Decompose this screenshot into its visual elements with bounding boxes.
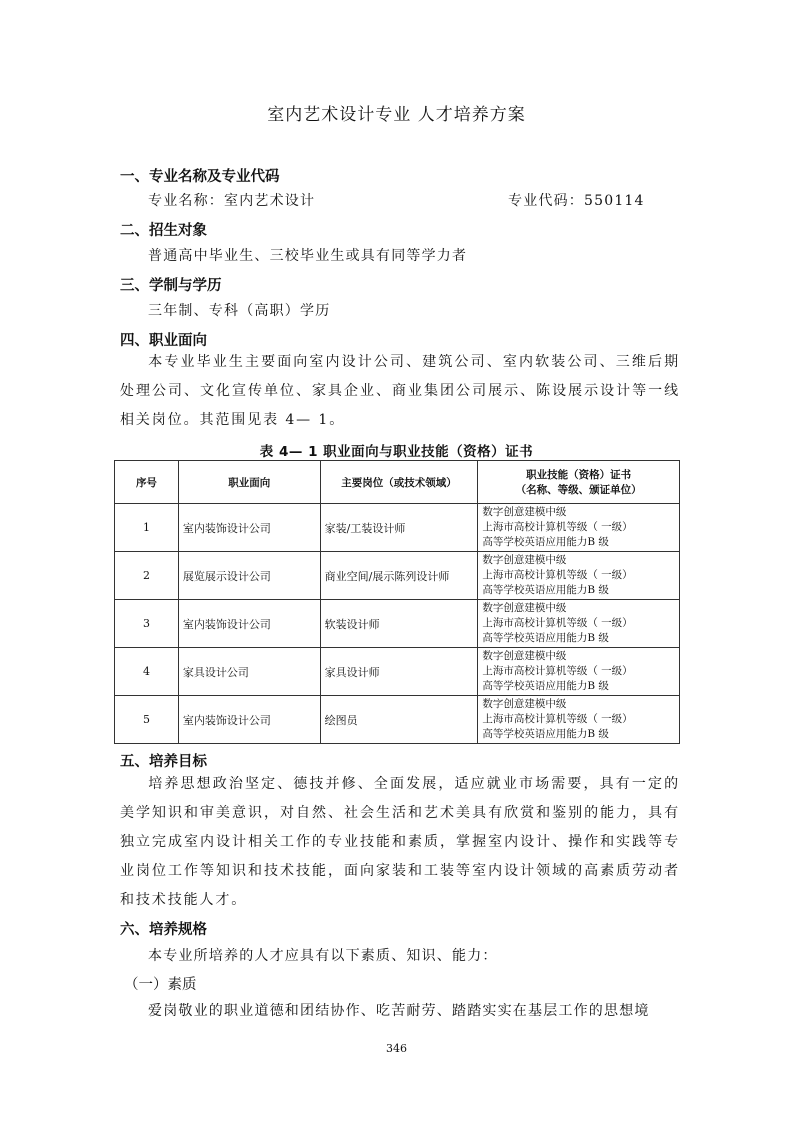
title-sub: 人才培养方案 xyxy=(417,105,526,125)
table-header-row xyxy=(115,461,680,504)
section-4-heading: 四、职业面向 xyxy=(120,333,207,349)
section-6-heading: 六、培养规格 xyxy=(120,922,207,938)
page-title xyxy=(0,100,793,125)
subsection-quality: （一）素质 xyxy=(124,977,197,993)
page-number: 346 xyxy=(386,1042,407,1055)
header-cert: 职业技能（资格）证书 （名称、等级、颁证单位） xyxy=(478,461,680,504)
table-row: 5 室内装饰设计公司 绘图员 数字创意建模中级 上海市高校计算机等级（ 一级） 高等学校英语应用能力B 级 xyxy=(115,696,680,744)
header-field: 职业面向 xyxy=(178,461,320,504)
quality-text: 爱岗敬业的职业道德和团结协作、吃苦耐劳、踏踏实实在基层工作的思想境 xyxy=(148,1003,650,1019)
section-2-heading: 二、招生对象 xyxy=(120,223,207,239)
section-5-heading: 五、培养目标 xyxy=(120,754,207,770)
table-row: 3 室内装饰设计公司 软装设计师 数字创意建模中级 上海市高校计算机等级（ 一级） 高等学校英语应用能力B 级 xyxy=(115,600,680,648)
title-main: 室内艺术设计专业 xyxy=(267,105,412,125)
enrollment-target: 普通高中毕业生、三校毕业生或具有同等学力者 xyxy=(148,248,468,264)
table-caption: 表 4— 1 职业面向与职业技能（资格）证书 xyxy=(259,444,534,460)
major-code: 专业代码：550114 xyxy=(508,193,645,209)
career-paragraph: 本专业毕业生主要面向室内设计公司、建筑公司、室内软装公司、三维后期处理公司、文化宣传单位、家具企业、商业集团公司展示、陈设展示设计等一线相关岗位。其范围见表 4— 1。 xyxy=(120,354,680,428)
training-goal-paragraph: 培养思想政治坚定、德技并修、全面发展，适应就业市场需要，具有一定的美学知识和审美意识，对自然、社会生活和艺术美具有欣赏和鉴别的能力，具有独立完成室内设计相关工作的专业技能和素质，掌握室内设计、操作和实践等专业岗位工作等知识和技术技能，面向家装和工装等室内设计领域的高素质劳动者和技术技能人才。 xyxy=(120,776,680,908)
spec-intro: 本专业所培养的人才应具有以下素质、知识、能力： xyxy=(148,948,498,964)
table-row: 1 室内装饰设计公司 家装/工装设计师 数字创意建模中级 上海市高校计算机等级（ 一级） 高等学校英语应用能力B 级 xyxy=(115,504,680,552)
header-post: 主要岗位（或技术领域） xyxy=(320,461,478,504)
major-name: 专业名称：室内艺术设计 xyxy=(148,193,316,209)
section-1-heading: 一、专业名称及专业代码 xyxy=(120,169,280,185)
header-no: 序号 xyxy=(115,461,179,504)
section-3-heading: 三、学制与学历 xyxy=(120,278,222,294)
table-row: 4 家具设计公司 家具设计师 数字创意建模中级 上海市高校计算机等级（ 一级） 高等学校英语应用能力B 级 xyxy=(115,648,680,696)
table-row: 2 展览展示设计公司 商业空间/展示陈列设计师 数字创意建模中级 上海市高校计算机等级（ 一级） 高等学校英语应用能力B 级 xyxy=(115,552,680,600)
career-table xyxy=(114,460,680,744)
duration-degree: 三年制、专科（高职）学历 xyxy=(148,303,331,319)
